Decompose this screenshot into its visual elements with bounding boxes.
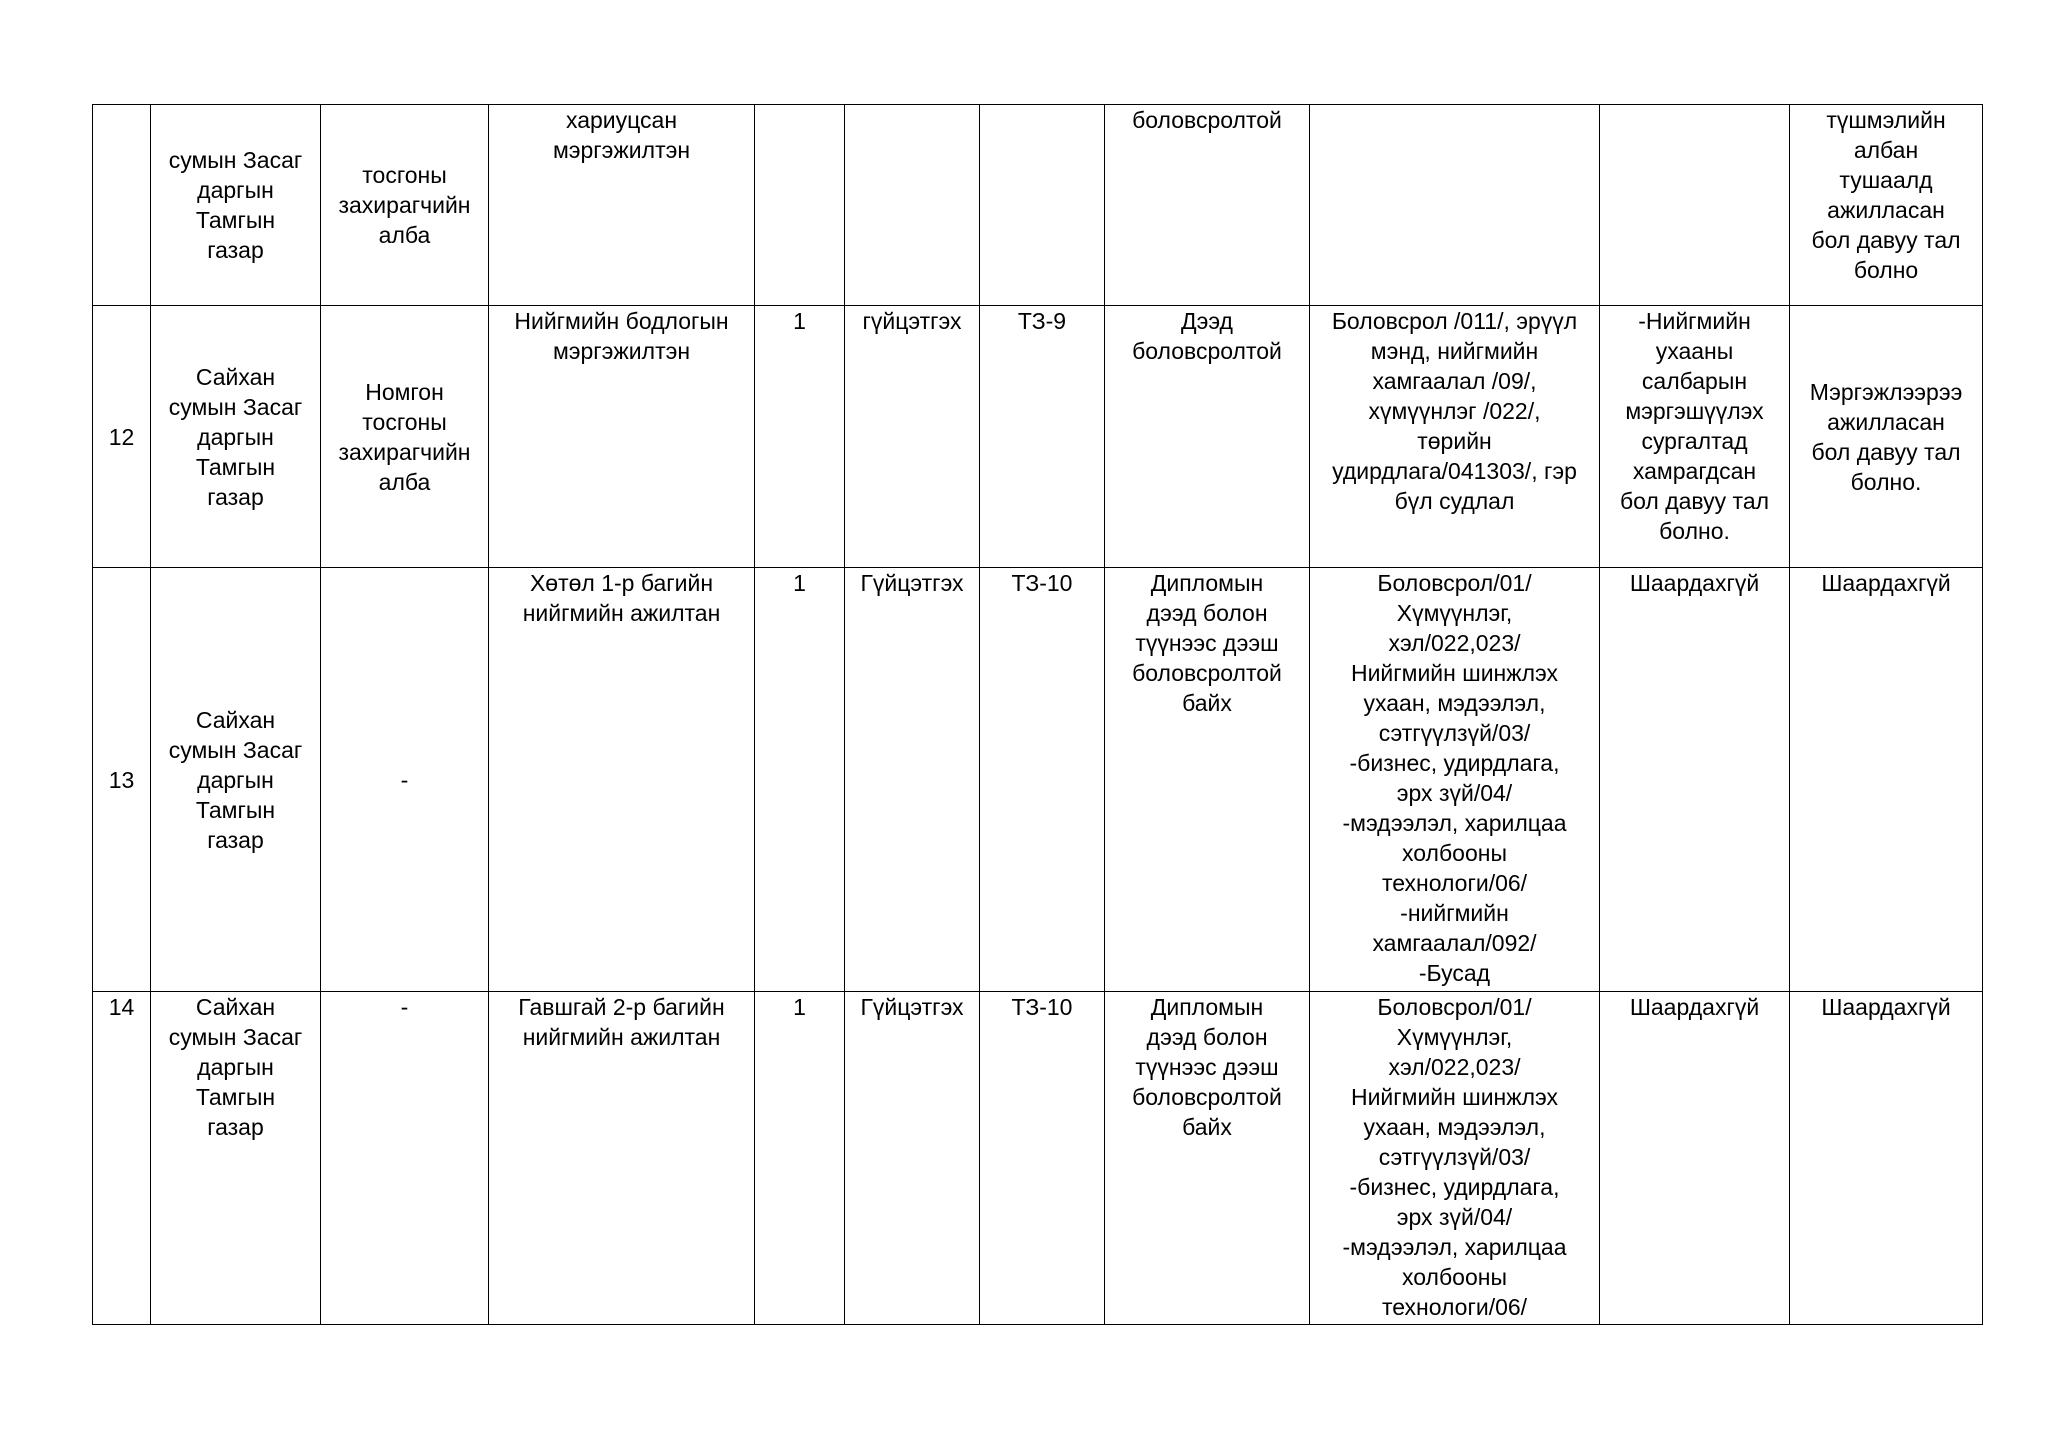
training-cell: Шаардахгүй	[1600, 568, 1790, 992]
category-cell	[845, 105, 980, 306]
organization-cell: сумын Засаг даргын Тамгын газар	[151, 105, 321, 306]
profession-cell	[1310, 105, 1600, 306]
organization-cell: Сайхан сумын Засаг даргын Тамгын газар	[151, 568, 321, 992]
unit-cell: -	[321, 992, 489, 1325]
count-cell	[755, 105, 845, 306]
unit-cell: -	[321, 568, 489, 992]
table-row	[93, 306, 1983, 568]
organization-cell: Сайхан сумын Засаг даргын Тамгын газар	[151, 306, 321, 568]
rank-cell: ТЗ-10	[980, 992, 1105, 1325]
position-cell: хариуцсан мэргэжилтэн	[489, 105, 755, 306]
training-cell: -Нийгмийн ухааны салбарын мэргэшүүлэх сургалтад хамрагдсан бол давуу тал болно.	[1600, 306, 1790, 568]
profession-cell: Боловсрол /011/, эрүүл мэнд, нийгмийн хамгаалал /09/, хүмүүнлэг /022/, төрийн удирдлага/041303/, гэр бүл судлал	[1310, 306, 1600, 568]
education-cell: Дипломын дээд болон түүнээс дээш боловсролтой байх	[1105, 992, 1310, 1325]
position-cell: Хөтөл 1-р багийн нийгмийн ажилтан	[489, 568, 755, 992]
unit-cell: Номгон тосгоны захирагчийн алба	[321, 306, 489, 568]
row-number: 12	[93, 306, 151, 568]
row-number: 14	[93, 992, 151, 1325]
rank-cell: ТЗ-10	[980, 568, 1105, 992]
position-cell: Гавшгай 2-р багийн нийгмийн ажилтан	[489, 992, 755, 1325]
row-number	[93, 105, 151, 306]
experience-cell: түшмэлийн албан тушаалд ажилласан бол давуу тал болно	[1790, 105, 1983, 306]
count-cell: 1	[755, 568, 845, 992]
rank-cell: ТЗ-9	[980, 306, 1105, 568]
profession-cell: Боловсрол/01/ Хүмүүнлэг, хэл/022,023/ Нийгмийн шинжлэх ухаан, мэдээлэл, сэтгүүлзүй/03/ -бизнес, удирдлага, эрх зүй/04/ -мэдээлэл, харилцаа холбооны технологи/06/	[1310, 992, 1600, 1325]
experience-cell: Шаардахгүй	[1790, 992, 1983, 1325]
experience-cell: Мэргэжлээрээ ажилласан бол давуу тал болно.	[1790, 306, 1983, 568]
rank-cell	[980, 105, 1105, 306]
count-cell: 1	[755, 992, 845, 1325]
vacancy-table	[92, 104, 1983, 1325]
count-cell: 1	[755, 306, 845, 568]
education-cell: Дээд боловсролтой	[1105, 306, 1310, 568]
training-cell	[1600, 105, 1790, 306]
education-cell: Дипломын дээд болон түүнээс дээш боловсролтой байх	[1105, 568, 1310, 992]
profession-cell: Боловсрол/01/ Хүмүүнлэг, хэл/022,023/ Нийгмийн шинжлэх ухаан, мэдээлэл, сэтгүүлзүй/03/ -бизнес, удирдлага, эрх зүй/04/ -мэдээлэл, харилцаа холбооны технологи/06/ -нийгмийн хамгаалал/092/ -Бусад	[1310, 568, 1600, 992]
category-cell: Гүйцэтгэх	[845, 568, 980, 992]
unit-cell: тосгоны захирагчийн алба	[321, 105, 489, 306]
position-cell: Нийгмийн бодлогын мэргэжилтэн	[489, 306, 755, 568]
category-cell: гүйцэтгэх	[845, 306, 980, 568]
table-row	[93, 105, 1983, 306]
education-cell: боловсролтой	[1105, 105, 1310, 306]
category-cell: Гүйцэтгэх	[845, 992, 980, 1325]
row-number: 13	[93, 568, 151, 992]
table-row	[93, 568, 1983, 992]
training-cell: Шаардахгүй	[1600, 992, 1790, 1325]
organization-cell: Сайхан сумын Засаг даргын Тамгын газар	[151, 992, 321, 1325]
experience-cell: Шаардахгүй	[1790, 568, 1983, 992]
table-row	[93, 992, 1983, 1325]
